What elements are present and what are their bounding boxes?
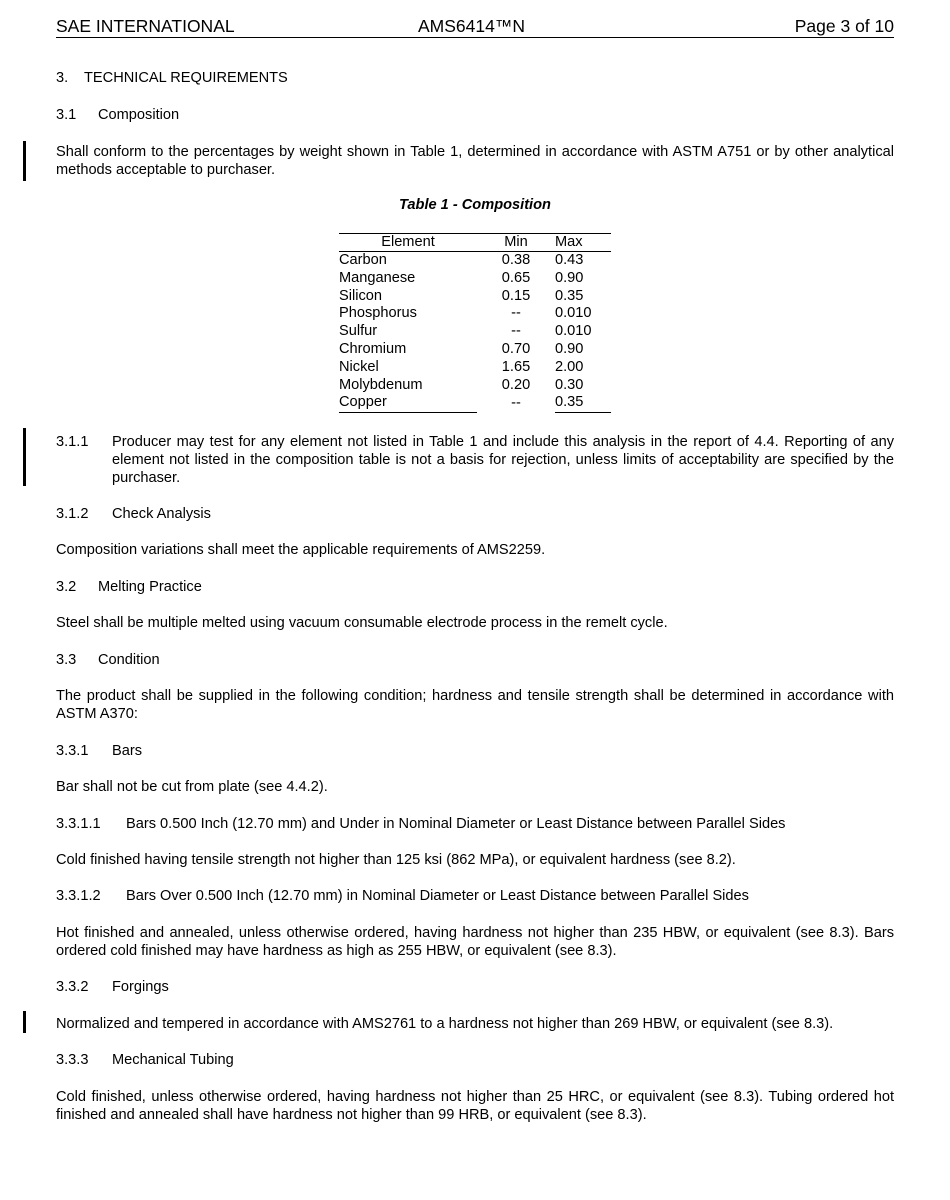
element-cell: Phosphorus [339,305,417,322]
revision-change-bar [23,141,26,181]
revision-change-bar [23,1011,26,1033]
element-cell: Silicon [339,287,382,304]
element-cell: Copper [339,394,477,412]
table-title: Table 1 - Composition [399,197,551,213]
min-cell: 1.65 [501,358,531,375]
table-row [339,270,611,288]
max-cell: 0.010 [555,323,592,340]
header-page-number: Page 3 of 10 [794,16,894,36]
column-header: Max [555,234,611,252]
section-heading: 3.1.2 Check Analysis [56,506,211,522]
section-heading: 3.3.2 Forgings [56,979,169,995]
section-heading: 3. TECHNICAL REQUIREMENTS [56,70,288,86]
min-cell: -- [511,323,521,340]
section-heading: 3.1 Composition [56,107,180,123]
table-row [339,377,611,395]
header-organization: SAE INTERNATIONAL [56,16,235,36]
min-cell: -- [511,394,521,411]
section-heading: 3.3.1.1 Bars 0.500 Inch (12.70 mm) and Under in Nominal Diameter or Least Distance between Parallel Sides [56,816,786,832]
min-cell: 0.20 [501,376,531,393]
section-heading: 3.2 Melting Practice [56,579,202,595]
paragraph: Hot finished and annealed, unless otherwise ordered, having hardness not higher than 235 HBW, or equivalent (see 8.3). Bars ordered cold finished may have hardness as high as 255 HBW, or equivalent (see 8.3). [56,925,894,959]
section-heading: 3.3 Condition [56,652,160,668]
section-heading: 3.3.1.2 Bars Over 0.500 Inch (12.70 mm) in Nominal Diameter or Least Distance between Parallel Sides [56,888,749,904]
max-cell: 2.00 [555,358,584,375]
max-cell: 0.30 [555,376,584,393]
column-header: Element [339,234,477,252]
composition-table [339,233,611,413]
paragraph: Producer may test for any element not listed in Table 1 and include this analysis in the report of 4.4. Reporting of any element not listed in the composition table is not a basis for rejection, unless limits of acceptability are specified by the purchaser. [112,434,894,486]
element-cell: Sulfur [339,323,378,340]
table-row [339,394,611,412]
table-header-row [339,234,611,252]
min-cell: 0.38 [501,252,531,268]
max-cell: 0.43 [555,252,584,268]
paragraph: Normalized and tempered in accordance with AMS2761 to a hardness not higher than 269 HBW, or equivalent (see 8.3). [56,1016,834,1032]
element-cell: Nickel [339,358,379,375]
max-cell: 0.35 [555,394,611,412]
paragraph: Bar shall not be cut from plate (see 4.4.2). [56,779,328,795]
table-row [339,305,611,323]
section-heading: 3.3.1 Bars [56,743,143,759]
max-cell: 0.90 [555,340,584,357]
paragraph: Shall conform to the percentages by weight shown in Table 1, determined in accordance with ASTM A751 or by other analytical methods acceptable to purchaser. [56,144,894,178]
element-cell: Molybdenum [339,376,423,393]
min-cell: 0.15 [501,287,531,304]
element-cell: Chromium [339,340,407,357]
table-row [339,288,611,306]
min-cell: 0.70 [501,340,531,357]
header-document-id: AMS6414™N [418,16,525,36]
element-cell: Carbon [339,252,387,268]
table-row [339,359,611,377]
max-cell: 0.010 [555,305,592,322]
column-header: Min [477,234,555,252]
max-cell: 0.35 [555,287,584,304]
min-cell: 0.65 [501,269,531,286]
section-heading: 3.3.3 Mechanical Tubing [56,1052,234,1068]
revision-change-bar [23,428,26,486]
table-row [339,252,611,270]
max-cell: 0.90 [555,269,584,286]
paragraph: Composition variations shall meet the applicable requirements of AMS2259. [56,542,546,558]
table-row [339,341,611,359]
table-row [339,323,611,341]
paragraph: Cold finished having tensile strength not higher than 125 ksi (862 MPa), or equivalent hardness (see 8.2). [56,852,736,868]
section-number: 3.1.1 [56,434,89,450]
paragraph: The product shall be supplied in the following condition; hardness and tensile strength shall be determined in accordance with ASTM A370: [56,688,894,722]
paragraph: Cold finished, unless otherwise ordered, having hardness not higher than 25 HRC, or equivalent (see 8.3). Tubing ordered hot finished and annealed shall have hardness not higher than 99 HRB, or equivalent (see 8.3). [56,1089,894,1123]
element-cell: Manganese [339,269,416,286]
min-cell: -- [511,305,521,322]
page-header [56,15,894,38]
paragraph: Steel shall be multiple melted using vacuum consumable electrode process in the remelt cycle. [56,615,668,631]
